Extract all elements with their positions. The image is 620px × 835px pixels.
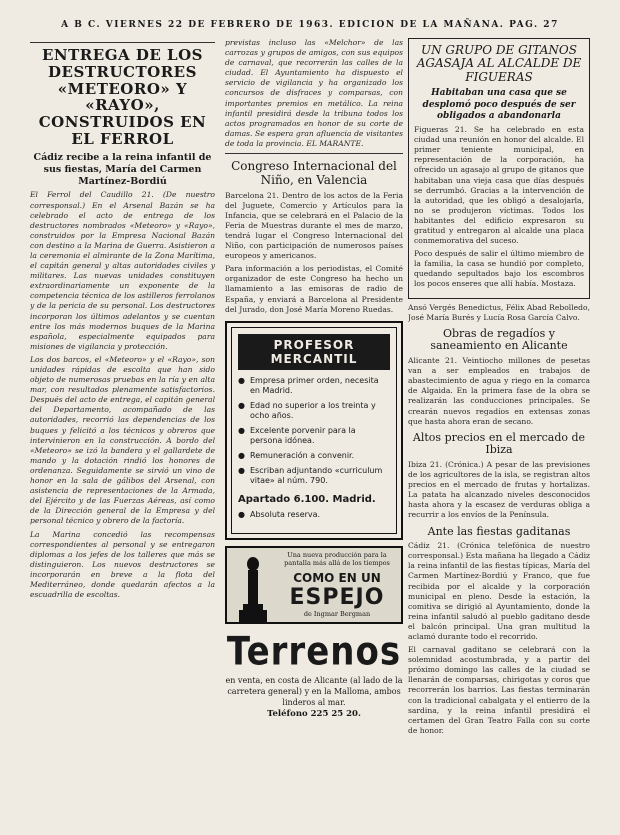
subhead-gitanos: Habitaban una casa que se desplomó poco después de ser obligados a abandonarla: [422, 88, 576, 121]
column-1: [30, 38, 215, 828]
bullet-icon: ●: [238, 509, 245, 519]
article-paragraph: Los dos barcos, el «Meteoro» y el «Rayo», son unidades rápidas de escolta que han sido objeto de numerosas pruebas en la ría y en alta mar, con resultados plenamente satisfactorios. Después del acto de entrega, el capitán general del Departamento, acompañado de las autoridades, recorrió las dependencias de los buques y felicitó a los técnicos y obreros que intervinieron en la construcción. A bordo del «Meteoro» se izó la bandera y el gallardete de mando y la dotación rindió los honores de ordenanza. Seguidamente se sirvió un vino de honor en la sala de gálibos del Arsenal, con asistencia de representaciones de la Armada, del Ejército y de las Fuerzas Aéreas, así como de la Dirección general de la Empresa y del personal técnico y obrero de la factoría.: [30, 354, 215, 526]
film-credit: de Ingmar Bergman: [303, 610, 371, 619]
ad-item: ● Escriban adjuntando «curriculum vitae» al núm. 790.: [238, 465, 383, 485]
headline-destructores: ENTREGA DE LOS DESTRUCTORES «METEORO» Y «RAYO», CONSTRUIDOS EN EL FERROL: [38, 46, 207, 148]
headline-gitanos: UN GRUPO DE GITANOS AGASAJA AL ALCALDE DE FIGUERAS: [416, 43, 582, 84]
film-title: ESPEJO: [289, 585, 385, 611]
ad-apartado: Apartado 6.100. Madrid.: [238, 493, 376, 505]
article-paragraph: Para información a los periodistas, el Comité organizador de este Congreso ha hecho un llamamiento a las emisoras de radio de España, y enviará a Barcelona al Presidente del Jurado, don José María Moreno Ruedas.: [225, 264, 403, 314]
article-paragraph: Alicante 21. Veintiocho millones de pesetas van a ser empleados en trabajos de abastecimiento de agua y riego en la comarca de Algaida. En la primera fase de la obra se realizarán las conducciones principales. Se crearán nuevos regadíos en extensas zonas que hasta ahora eran de secano.: [408, 356, 590, 426]
boxed-article-gitanos: [408, 38, 590, 299]
divider: [30, 42, 215, 43]
article-paragraph: Poco después de salir el último miembro de la familia, la casa se hundió por completo, quedando sepultados bajo los escombros los pocos enseres que allí había. Mostaza.: [414, 249, 584, 289]
bullet-icon: ●: [238, 425, 245, 435]
headline-ibiza: Altos precios en el mercado de Ibiza: [412, 430, 586, 457]
ad-profesor-mercantil: [225, 321, 403, 540]
oscar-statuette-icon: [233, 554, 273, 626]
bullet-icon: ●: [238, 450, 245, 460]
article-paragraph: Figueras 21. Se ha celebrado en esta ciudad una reunión en honor del alcalde. El primer teniente municipal, en representación de la corporación, ha ofrecido un agasajo al grupo de gitanos que habitaban una vieja casa que días después se derrumbó. Gracias a la intervención de la autoridad, que les obligó a desalojarla, no se produjeron víctimas. Todos los habitantes del edificio expresaron su gratitud y entregaron al alcalde una placa conmemorativa del suceso.: [414, 125, 584, 246]
headline-obras: Obras de regadíos y saneamiento en Alicante: [430, 326, 568, 353]
ad-item: ● Absoluta reserva.: [238, 509, 321, 519]
bullet-icon: ●: [238, 400, 245, 410]
bullet-icon: ●: [238, 375, 245, 385]
ad-item: ● Edad no superior a los treinta y ocho años.: [238, 400, 376, 420]
column-3: [408, 38, 590, 828]
ad-item: ● Empresa primer orden, necesita en Madrid.: [238, 375, 379, 395]
ad-terrenos-body: en venta, en costa de Alicante (al lado de la carretera general) y en la Malloma, ambos linderos al mar.: [225, 676, 403, 707]
article-paragraph: La Marina concedió las recompensas correspondientes al personal y se entregaron diplomas a los jefes de los talleres que más se distinguieron. Los nuevos destructores se incorporarán en breve a la flota del Mediterráneo, donde quedarán afectos a la escuadrilla de escoltas.: [30, 529, 215, 600]
ad-item: ● Remuneración a convenir.: [238, 450, 355, 460]
divider: [225, 153, 403, 154]
article-paragraph: previstas incluso las «Melchor» de las carrozas y grupos de amigos, con sus equipos de carnaval, que recorrerán las calles de la ciudad. El Ayuntamiento ha dispuesto el servicio de vigilancia y ha organizado los concursos de disfraces y comparsas, con importantes premios en metálico. La reina infantil presidirá desde la tribuna todos los actos programados en honor de su corte de damas. Se espera gran afluencia de visitantes de toda la provincia. EL MARANTE.: [225, 38, 403, 148]
article-paragraph: El carnaval gaditano se celebrará con la solemnidad acostumbrada, y a partir del próximo domingo las calles de la ciudad se llenarán de comparsas, chirigotas y coros que recorrerán los barrios. Las fiestas terminarán con la tradicional cabalgata y el entierro de la sardina, y la reina infantil presidirá el certamen del Gran Teatro Falla con su corte de honor.: [408, 645, 590, 735]
ad-title: PROFESOR MERCANTIL: [238, 334, 390, 370]
ad-film: [225, 546, 403, 625]
film-title-top: COMO EN UN: [293, 571, 381, 586]
article-paragraph: Cádiz 21. (Crónica telefónica de nuestro corresponsal.) Esta mañana ha llegado a Cádiz la reina infantil de las fiestas típicas, María del Carmen Martínez-Bordiú y Franco, que fue recibida por el alcalde y la corporación municipal en pleno. Desde la estación, la comitiva se dirigió al Ayuntamiento, donde la reina infantil saludó al pueblo gaditano desde el balcón principal. Una gran multitud la aclamó durante todo el recorrido.: [408, 541, 590, 642]
article-paragraph: Ansó Vergés Benedictus, Félix Abad Rebolledo, José María Burés y Lucía Rosa García Calvo.: [408, 302, 590, 322]
article-paragraph: El Ferrol del Caudillo 21. (De nuestro corresponsal.) En el Arsenal Bazán se ha celebrado el acto de entrega de los destructores nombrados «Meteoro» y «Rayo», construidos por la Empresa Nacional Bazán con destino a la Marina de Guerra. Asistieron a la ceremonia el almirante de la Zona Marítima, el capitán general y altas autoridades civiles y militares. Las nuevas unidades constituyen extraordinariamente un exponente de la competencia técnica de los astilleros ferrolanos y de la pericia de su personal. Los destructores incorporan los últimos adelantos y se cuentan entre los más modernos buques de la Marina española, especialmente equipados para misiones de vigilancia y protección.: [30, 190, 215, 351]
ad-item: ● Excelente porvenir para la persona idónea.: [238, 425, 356, 445]
bullet-icon: ●: [238, 465, 245, 475]
headline-fiestas: Ante las fiestas gaditanas: [427, 524, 571, 538]
subhead-cadiz: Cádiz recibe a la reina infantil de sus fiestas, María del Carmen Martínez-Bordiú: [33, 151, 212, 187]
column-2: [225, 38, 403, 828]
article-paragraph: Barcelona 21. Dentro de los actos de la Feria del Juguete, Comercio y Artículos para la Infancia, que se celebrará en el Palacio de la Feria de Muestras durante el mes de marzo, tendrá lugar el Congreso Internacional del Niño, con participación de numerosos países europeos y americanos.: [225, 190, 403, 261]
ad-terrenos-title: Terrenos: [226, 629, 402, 676]
headline-congreso: Congreso Internacional del Niño, en Valencia: [231, 159, 397, 187]
ad-terrenos-phone: Teléfono 225 25 20.: [267, 708, 361, 719]
page-header: A B C. VIERNES 22 DE FEBRERO DE 1963. EDICION DE LA MAÑANA. PAG. 27: [61, 20, 559, 30]
film-tagline: Una nueva producción para la pantalla más allá de los tiempos: [284, 550, 390, 567]
article-paragraph: Ibiza 21. (Crónica.) A pesar de las previsiones de los agricultores de la isla, se registran altos precios en el mercado de frutas y hortalizas. La patata ha alcanzado niveles desconocidos hasta ahora y la escasez de verduras obliga a recurrir a los envíos de la Península.: [408, 459, 590, 520]
